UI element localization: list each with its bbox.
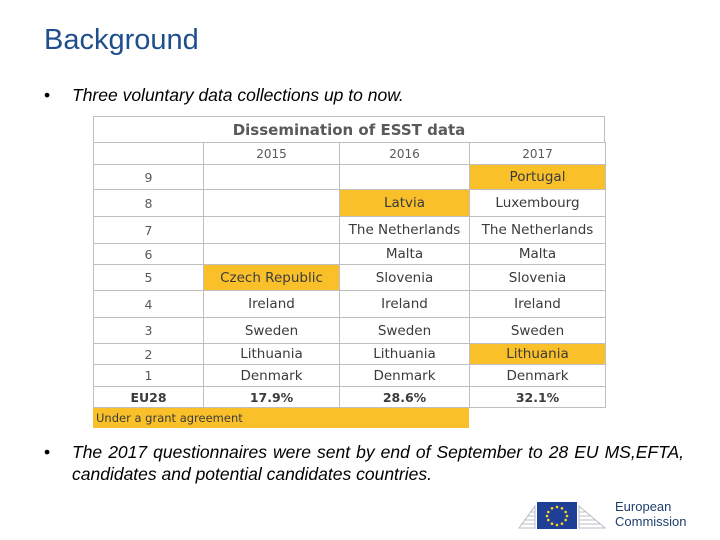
year-header-2016: 2016 xyxy=(340,143,470,165)
country-cell: Lithuania xyxy=(204,344,340,365)
country-cell: The Netherlands xyxy=(340,217,470,244)
dissemination-table xyxy=(93,142,606,408)
bullet-text: The 2017 questionnaires were sent by end of September to 28 EU MS,EFTA, candidates and potential candidates countries. xyxy=(72,442,684,484)
country-cell: Ireland xyxy=(470,291,606,318)
logo-line-commission: Commission xyxy=(615,514,687,529)
year-header-2017: 2017 xyxy=(470,143,606,165)
rank-cell: 1 xyxy=(94,365,204,387)
table-title: Dissemination of ESST data xyxy=(93,116,605,142)
country-cell: Malta xyxy=(340,244,470,265)
rank-cell: 2 xyxy=(94,344,204,365)
bullet-item xyxy=(44,441,684,489)
slide-title: Background xyxy=(44,24,199,56)
country-cell: Luxembourg xyxy=(470,190,606,217)
bullet-marker: • xyxy=(44,442,51,462)
country-cell: The Netherlands xyxy=(470,217,606,244)
rank-cell: 8 xyxy=(94,190,204,217)
country-cell: Denmark xyxy=(340,365,470,387)
grant-agreement-legend: Under a grant agreement xyxy=(93,408,469,428)
header-corner xyxy=(94,143,204,165)
country-cell: Slovenia xyxy=(340,265,470,291)
table-row xyxy=(94,265,606,291)
table-row xyxy=(94,190,606,217)
rank-cell: 6 xyxy=(94,244,204,265)
berlaymont-building-icon xyxy=(517,498,607,530)
logo-line-european: European xyxy=(615,499,672,514)
table-row xyxy=(94,365,606,387)
country-cell xyxy=(340,165,470,190)
country-cell: Sweden xyxy=(340,318,470,344)
rank-cell: 5 xyxy=(94,265,204,291)
country-cell: Ireland xyxy=(340,291,470,318)
rank-cell: 3 xyxy=(94,318,204,344)
eu28-label: EU28 xyxy=(94,387,204,408)
eu28-value: 28.6% xyxy=(340,387,470,408)
country-cell: Sweden xyxy=(204,318,340,344)
eu28-row xyxy=(94,387,606,408)
table-row xyxy=(94,217,606,244)
bullet-marker: • xyxy=(44,85,51,105)
country-cell xyxy=(204,244,340,265)
country-cell: Latvia xyxy=(340,190,470,217)
rank-cell: 4 xyxy=(94,291,204,318)
bullet-item xyxy=(44,84,684,108)
country-cell: Ireland xyxy=(204,291,340,318)
country-cell: Portugal xyxy=(470,165,606,190)
eu28-value: 32.1% xyxy=(470,387,606,408)
table-header-row xyxy=(94,143,606,165)
country-cell: Czech Republic xyxy=(204,265,340,291)
country-cell: Denmark xyxy=(470,365,606,387)
country-cell: Denmark xyxy=(204,365,340,387)
table-row xyxy=(94,291,606,318)
bullet-text: Three voluntary data collections up to now. xyxy=(72,85,404,105)
year-header-2015: 2015 xyxy=(204,143,340,165)
table-row xyxy=(94,344,606,365)
table-row xyxy=(94,318,606,344)
table-row xyxy=(94,244,606,265)
eu28-value: 17.9% xyxy=(204,387,340,408)
country-cell: Lithuania xyxy=(470,344,606,365)
logo-wordmark xyxy=(615,499,687,529)
esst-table xyxy=(93,116,605,428)
rank-cell: 7 xyxy=(94,217,204,244)
rank-cell: 9 xyxy=(94,165,204,190)
european-commission-logo xyxy=(517,494,697,534)
country-cell xyxy=(204,190,340,217)
country-cell: Slovenia xyxy=(470,265,606,291)
country-cell: Lithuania xyxy=(340,344,470,365)
table-row xyxy=(94,165,606,190)
country-cell: Malta xyxy=(470,244,606,265)
country-cell: Sweden xyxy=(470,318,606,344)
country-cell xyxy=(204,217,340,244)
country-cell xyxy=(204,165,340,190)
